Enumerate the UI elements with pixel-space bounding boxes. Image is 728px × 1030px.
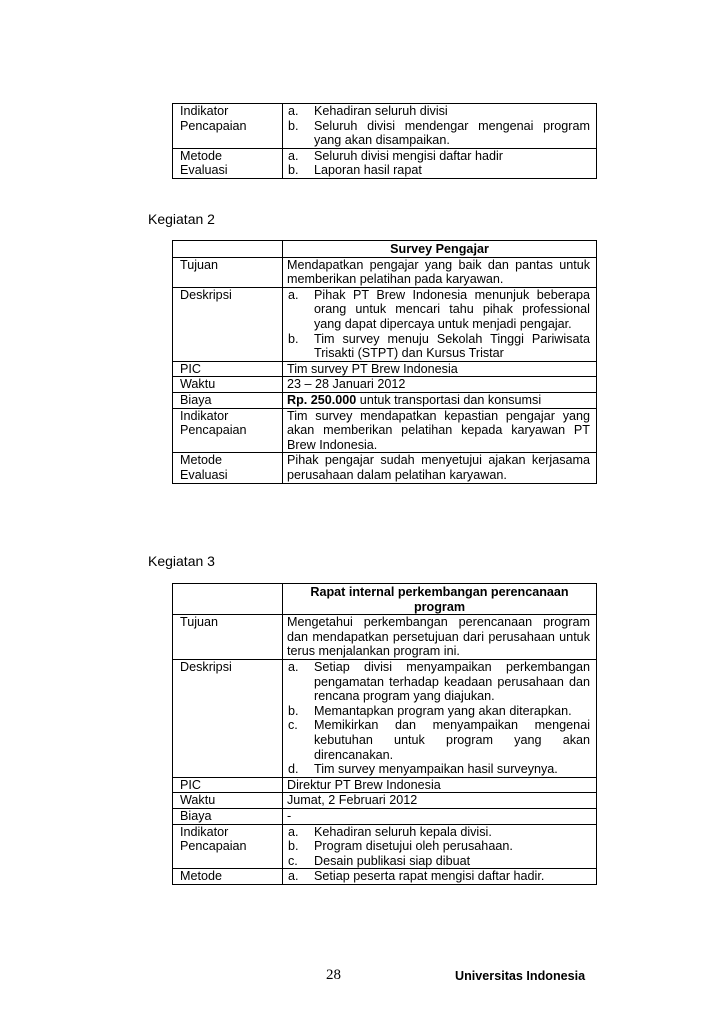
kegiatan-3-heading: Kegiatan 3 bbox=[148, 553, 215, 569]
list-item: d. Tim survey menyampaikan hasil surveynya. bbox=[288, 762, 558, 777]
page-number: 28 bbox=[326, 967, 341, 983]
row-biaya bbox=[173, 808, 597, 824]
tujuan-label: Tujuan bbox=[173, 257, 283, 287]
table-kegiatan-1-continued bbox=[172, 103, 597, 179]
indikator-value bbox=[283, 824, 597, 869]
row-deskripsi bbox=[173, 287, 597, 361]
tujuan-value: Mengetahui perkembangan perencanaan program dan mendapatkan persetujuan dari perusahaan untuk terus menjalankan program ini. bbox=[283, 615, 597, 660]
list-item: b. Seluruh divisi mendengar mengenai program yang akan disampaikan. bbox=[288, 118, 590, 148]
biaya-description: untuk transportasi dan konsumsi bbox=[356, 392, 542, 407]
row-pic bbox=[173, 361, 597, 377]
empty-cell bbox=[173, 584, 283, 615]
row-waktu bbox=[173, 793, 597, 809]
list-item: b. Laporan hasil rapat bbox=[288, 163, 422, 178]
kegiatan-3-title: Rapat internal perkembangan perencanaan program bbox=[283, 584, 597, 615]
row-indikator bbox=[173, 824, 597, 869]
list-item: a. Setiap divisi menyampaikan perkembangan pengamatan terhadap keadaan perusahaan dan rencana program yang diajukan. bbox=[288, 659, 590, 704]
biaya-label: Biaya bbox=[173, 808, 283, 824]
table-kegiatan-2 bbox=[172, 240, 597, 484]
row-deskripsi bbox=[173, 659, 597, 777]
row-pic bbox=[173, 777, 597, 793]
list-item: b. Tim survey menuju Sekolah Tinggi Pariwisata Trisakti (STPT) dan Kursus Tristar bbox=[288, 331, 590, 361]
biaya-amount: Rp. 250.000 bbox=[287, 392, 357, 407]
row-metode bbox=[173, 148, 597, 178]
row-biaya bbox=[173, 392, 597, 408]
list-item: b. Memantapkan program yang akan diterapkan. bbox=[288, 703, 572, 718]
metode-value bbox=[283, 869, 597, 885]
indikator-label: Indikator Pencapaian bbox=[173, 824, 283, 869]
pic-label: PIC bbox=[173, 777, 283, 793]
list-item: b. Program disetujui oleh perusahaan. bbox=[288, 839, 513, 854]
indikator-value: Tim survey mendapatkan kepastian pengajar yang akan memberikan pelatihan kepada karyawan PT Brew Indonesia. bbox=[283, 408, 597, 453]
deskripsi-label: Deskripsi bbox=[173, 287, 283, 361]
row-waktu bbox=[173, 377, 597, 393]
pic-value: Direktur PT Brew Indonesia bbox=[283, 777, 597, 793]
kegiatan-2-title: Survey Pengajar bbox=[283, 241, 597, 258]
deskripsi-value bbox=[283, 287, 597, 361]
institution-name: Universitas Indonesia bbox=[455, 969, 586, 983]
metode-label: Metode bbox=[173, 869, 283, 885]
table-kegiatan-3 bbox=[172, 583, 597, 885]
waktu-value: Jumat, 2 Februari 2012 bbox=[283, 793, 597, 809]
row-metode bbox=[173, 453, 597, 483]
metode-value: Pihak pengajar sudah menyetujui ajakan kerjasama perusahaan dalam pelatihan karyawan. bbox=[283, 453, 597, 483]
list-item: a. Seluruh divisi mengisi daftar hadir bbox=[288, 148, 503, 163]
metode-label: Metode Evaluasi bbox=[173, 148, 283, 178]
list-item: a. Kehadiran seluruh kepala divisi. bbox=[288, 824, 492, 839]
row-title bbox=[173, 584, 597, 615]
row-indikator bbox=[173, 104, 597, 149]
indikator-value bbox=[283, 104, 597, 149]
deskripsi-label: Deskripsi bbox=[173, 659, 283, 777]
waktu-label: Waktu bbox=[173, 793, 283, 809]
biaya-value bbox=[283, 392, 597, 408]
tujuan-value: Mendapatkan pengajar yang baik dan pantas untuk memberikan pelatihan pada karyawan. bbox=[283, 257, 597, 287]
list-item: a. Kehadiran seluruh divisi bbox=[288, 104, 448, 118]
list-item: a. Pihak PT Brew Indonesia menunjuk beberapa orang untuk mencari tahu pihak professional yang dapat dipercaya untuk menjadi pengajar. bbox=[288, 287, 590, 331]
row-tujuan bbox=[173, 615, 597, 660]
waktu-label: Waktu bbox=[173, 377, 283, 393]
waktu-value: 23 – 28 Januari 2012 bbox=[283, 377, 597, 393]
biaya-label: Biaya bbox=[173, 392, 283, 408]
list-item: c. Desain publikasi siap dibuat bbox=[288, 853, 471, 868]
metode-value bbox=[283, 148, 597, 178]
row-indikator bbox=[173, 408, 597, 453]
indikator-label: Indikator Pencapaian bbox=[173, 104, 283, 149]
pic-value: Tim survey PT Brew Indonesia bbox=[283, 361, 597, 377]
indikator-label: Indikator Pencapaian bbox=[173, 408, 283, 453]
kegiatan-2-heading: Kegiatan 2 bbox=[148, 211, 215, 227]
metode-label: Metode Evaluasi bbox=[173, 453, 283, 483]
biaya-value: - bbox=[283, 808, 597, 824]
pic-label: PIC bbox=[173, 361, 283, 377]
tujuan-label: Tujuan bbox=[173, 615, 283, 660]
empty-cell bbox=[173, 241, 283, 258]
deskripsi-value bbox=[283, 659, 597, 777]
row-title bbox=[173, 241, 597, 258]
row-metode bbox=[173, 869, 597, 885]
row-tujuan bbox=[173, 257, 597, 287]
list-item: a. Setiap peserta rapat mengisi daftar hadir. bbox=[288, 869, 545, 884]
list-item: c. Memikirkan dan menyampaikan mengenai kebutuhan untuk program yang akan direncanakan. bbox=[288, 718, 590, 762]
